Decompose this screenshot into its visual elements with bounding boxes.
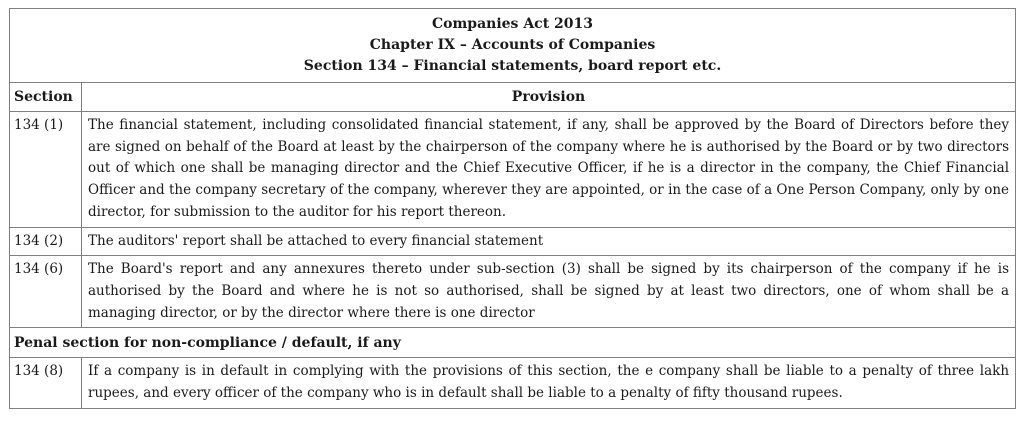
header-row: [10, 83, 1016, 112]
provision-text: The Board's report and any annexures thereto under sub-section (3) shall be signed by its chairperson of the company if he is authorised by the Board and where he is not so authorised, shall be signed by at least two directors, one of whom shall be a managing director, or by the director where there is one director: [82, 256, 1016, 328]
table-row: [10, 256, 1016, 328]
penal-heading-row: [10, 328, 1016, 358]
table-row: [10, 358, 1016, 408]
provision-text: If a company is in default in complying with the provisions of this section, the e company shall be liable to a penalty of three lakh rupees, and every officer of the company who is in default shall be liable to a penalty of fifty thousand rupees.: [82, 358, 1016, 408]
table-row: [10, 112, 1016, 228]
penal-section-heading: Penal section for non-compliance / default, if any: [10, 328, 1016, 358]
section-number: 134 (1): [10, 112, 82, 228]
provision-text: The financial statement, including consolidated financial statement, if any, shall be approved by the Board of Directors before they are signed on behalf of the Board at least by the chairperson of the company where he is authorised by the Board or by two directors out of which one shall be managing director and the Chief Executive Officer, if he is a director in the company, the Chief Financial Officer and the company secretary of the company, wherever they are appointed, or in the case of a One Person Company, only by one director, for submission to the auditor for his report thereon.: [82, 112, 1016, 228]
provision-text: The auditors' report shall be attached to every financial statement: [82, 227, 1016, 256]
title-row: [10, 9, 1016, 83]
title-act: Companies Act 2013: [432, 16, 594, 32]
header-section: Section: [10, 83, 82, 112]
section-number: 134 (2): [10, 227, 82, 256]
table-row: [10, 227, 1016, 256]
table-title: [10, 9, 1016, 83]
section-number: 134 (8): [10, 358, 82, 408]
title-section: Section 134 – Financial statements, board report etc.: [303, 58, 722, 74]
header-provision: Provision: [82, 83, 1016, 112]
title-chapter: Chapter IX – Accounts of Companies: [369, 37, 656, 53]
section-number: 134 (6): [10, 256, 82, 328]
provisions-table: [9, 8, 1016, 409]
document-table-wrapper: [9, 8, 1015, 409]
